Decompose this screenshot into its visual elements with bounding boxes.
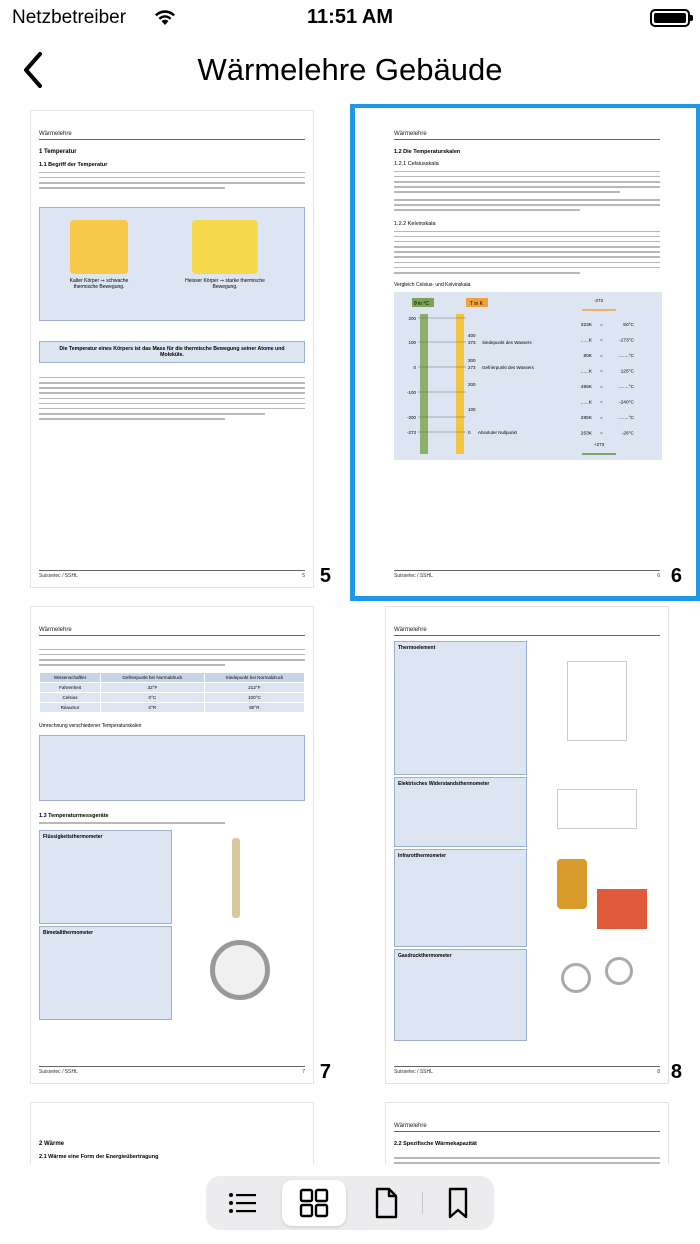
thumbnail-page-6[interactable] bbox=[351, 104, 700, 600]
arrow-bottom-label: +273 bbox=[594, 441, 605, 447]
absolute-zero-label: Absoluter Nullpunkt bbox=[478, 429, 518, 435]
celsius-tick-label: 100 bbox=[408, 339, 416, 345]
conversion-celsius: ........°C bbox=[617, 415, 634, 421]
conversion-table bbox=[39, 735, 305, 801]
bottom-toolbar bbox=[206, 1176, 494, 1230]
page-preview bbox=[385, 1102, 669, 1164]
conversion-kelvin: 80K bbox=[583, 353, 592, 359]
conversion-kelvin: 455K bbox=[580, 384, 592, 390]
freezing-label: Gefrierpunkt des Wassers bbox=[482, 364, 534, 370]
page-header: Wärmelehre bbox=[394, 131, 660, 140]
list-icon bbox=[226, 1187, 258, 1219]
device-row bbox=[39, 926, 305, 1020]
page-footer: Suissetec / SSHL 5 bbox=[39, 570, 305, 579]
kelvin-header: T in K bbox=[470, 300, 483, 307]
page-header: Wärmelehre bbox=[39, 627, 305, 636]
page-preview bbox=[30, 606, 314, 1084]
bookmarks-button[interactable] bbox=[426, 1180, 490, 1226]
kelvin-bar bbox=[456, 314, 464, 454]
conversion-kelvin: 323K bbox=[580, 322, 592, 328]
page-preview bbox=[385, 606, 669, 1084]
conversion-celsius: -20°C bbox=[621, 431, 634, 437]
definition-box: Die Temperatur eines Körpers ist das Mass für die thermische Bewegung seiner Atome und Moleküle. bbox=[39, 341, 305, 363]
conversion-equals: = bbox=[600, 400, 603, 406]
kelvin-tick-label: 100 bbox=[468, 406, 476, 412]
conversion-kelvin: ......K bbox=[580, 338, 592, 344]
arrow-top-label: -273 bbox=[594, 297, 604, 303]
conversion-celsius: 50°C bbox=[623, 322, 634, 328]
page-view-button[interactable] bbox=[354, 1180, 418, 1226]
grid-view-button[interactable] bbox=[282, 1180, 346, 1226]
celsius-tick-label: 0 bbox=[413, 364, 416, 370]
kelvin-tick-label: 400 bbox=[468, 332, 476, 338]
conversion-equals: = bbox=[600, 353, 603, 359]
celsius-tick-label: -273 bbox=[406, 429, 416, 435]
kelvin-tick-label: 273 bbox=[468, 364, 476, 370]
page-number: 5 bbox=[319, 565, 331, 587]
page-header: Wärmelehre bbox=[394, 1123, 660, 1132]
conversion-equals: = bbox=[600, 431, 603, 437]
celsius-tick-label: -200 bbox=[406, 414, 416, 420]
chart-label: Vergleich Celsius- und Kelvinskala bbox=[394, 281, 471, 288]
page-footer: Suissetec / SSHL 7 bbox=[39, 1066, 305, 1075]
thumbnail-page-9[interactable] bbox=[0, 1096, 349, 1164]
conversion-celsius: ........°C bbox=[617, 384, 634, 390]
device-row: Gasdruckthermometer bbox=[394, 949, 660, 1041]
conversion-celsius: ........°C bbox=[617, 353, 634, 359]
grid-icon bbox=[298, 1187, 330, 1219]
status-bar bbox=[0, 0, 700, 36]
conversion-equals: = bbox=[600, 369, 603, 375]
section-heading: 1 Temperatur bbox=[39, 149, 77, 155]
bookmark-icon bbox=[442, 1187, 474, 1219]
device-label: Bimetallthermometer bbox=[39, 926, 172, 1020]
page-number: 8 bbox=[670, 1061, 682, 1083]
subsection-heading: 1.1 Begriff der Temperatur bbox=[39, 162, 108, 168]
page-title: Wärmelehre Gebäude bbox=[197, 52, 503, 87]
conversion-kelvin: ......K bbox=[580, 400, 592, 406]
thumbnail-page-8[interactable] bbox=[351, 600, 700, 1096]
thumbnail-page-5[interactable] bbox=[0, 104, 349, 600]
thumbnail-page-7[interactable] bbox=[0, 600, 349, 1096]
page-thumbnail-grid bbox=[0, 104, 700, 1164]
list-view-button[interactable] bbox=[210, 1180, 274, 1226]
conversion-equals: = bbox=[600, 338, 603, 344]
page-footer: Suissetec / SSHL 6 bbox=[394, 570, 660, 579]
page-preview bbox=[30, 1102, 314, 1164]
subsection-heading: 2.2 Spezifische Wärmekapazität bbox=[394, 1141, 477, 1147]
page-number: 6 bbox=[670, 565, 682, 587]
conversion-kelvin: ......K bbox=[580, 369, 592, 375]
page-number: 7 bbox=[319, 1061, 331, 1083]
subsection-heading: 1.2.1 Celsiusskala bbox=[394, 161, 439, 167]
page-header: Wärmelehre bbox=[394, 627, 660, 636]
caption-cold: Kalter Körper ⇒ schwache thermische Bewegung. bbox=[69, 277, 129, 290]
section-heading: 2 Wärme bbox=[39, 1141, 65, 1147]
conversion-celsius: 125°C bbox=[620, 369, 634, 375]
device-row bbox=[39, 830, 305, 924]
conversion-label: Umrechnung verschiedener Temperaturskalen bbox=[39, 722, 142, 729]
celsius-bar bbox=[420, 314, 428, 454]
device-label: Flüssigkeitsthermometer bbox=[39, 830, 172, 924]
page-preview bbox=[385, 110, 669, 588]
boiling-label: Siedepunkt des Wassers bbox=[482, 339, 532, 345]
subsection-heading-2: 1.2.2 Kelvinskala bbox=[394, 220, 436, 227]
section-heading: 1.2 Die Temperaturskalen bbox=[394, 149, 461, 155]
caption-hot: Heisser Körper ⇒ starke thermische Bewegung. bbox=[185, 277, 265, 290]
temperature-scale-chart bbox=[394, 292, 662, 460]
conversion-equals: = bbox=[600, 384, 603, 390]
conversion-kelvin: 253K bbox=[580, 431, 592, 437]
celsius-tick-label: 200 bbox=[408, 315, 416, 321]
conversion-equals: = bbox=[600, 322, 603, 328]
kelvin-tick-label: 0 bbox=[468, 429, 471, 435]
page-icon bbox=[370, 1187, 402, 1219]
conversion-celsius: -173°C bbox=[619, 338, 634, 344]
freezing-boiling-table: Wissenschaftler Gefrierpunkt bei Normaldruck Siedepunkt bei Normaldruck Fahrenheit 32°F 212°F Celsius 0°C 100°C Réaumur 0°R 80°R bbox=[39, 672, 305, 713]
page-footer: Suissetec / SSHL 8 bbox=[394, 1066, 660, 1075]
conversion-kelvin: 285K bbox=[580, 415, 592, 421]
navigation-bar bbox=[0, 36, 700, 106]
section-heading: 1.3 Temperaturmessgeräte bbox=[39, 812, 109, 819]
celsius-header: ϑ in °C bbox=[414, 300, 430, 307]
page-header: Wärmelehre bbox=[39, 131, 305, 140]
conversion-celsius: -240°C bbox=[619, 400, 634, 406]
device-row: Elektrisches Widerstandsthermometer bbox=[394, 777, 660, 847]
battery-icon bbox=[650, 9, 690, 27]
clock: 11:51 AM bbox=[307, 6, 393, 28]
conversion-equals: = bbox=[600, 415, 603, 421]
device-row: Thermoelement bbox=[394, 641, 660, 775]
toolbar-divider bbox=[422, 1192, 423, 1214]
kelvin-tick-label: 200 bbox=[468, 381, 476, 387]
subsection-heading: 2.1 Wärme eine Form der Energieübertragung bbox=[39, 1154, 159, 1160]
device-row: Infrarotthermometer bbox=[394, 849, 660, 947]
carrier-label: Netzbetreiber bbox=[12, 7, 127, 28]
kelvin-tick-label: 373 bbox=[468, 339, 476, 345]
molecule-illustration bbox=[39, 207, 305, 321]
celsius-tick-label: -100 bbox=[406, 389, 416, 395]
kelvin-tick-label: 300 bbox=[468, 357, 476, 363]
thumbnail-page-10[interactable] bbox=[351, 1096, 700, 1164]
page-preview bbox=[30, 110, 314, 588]
